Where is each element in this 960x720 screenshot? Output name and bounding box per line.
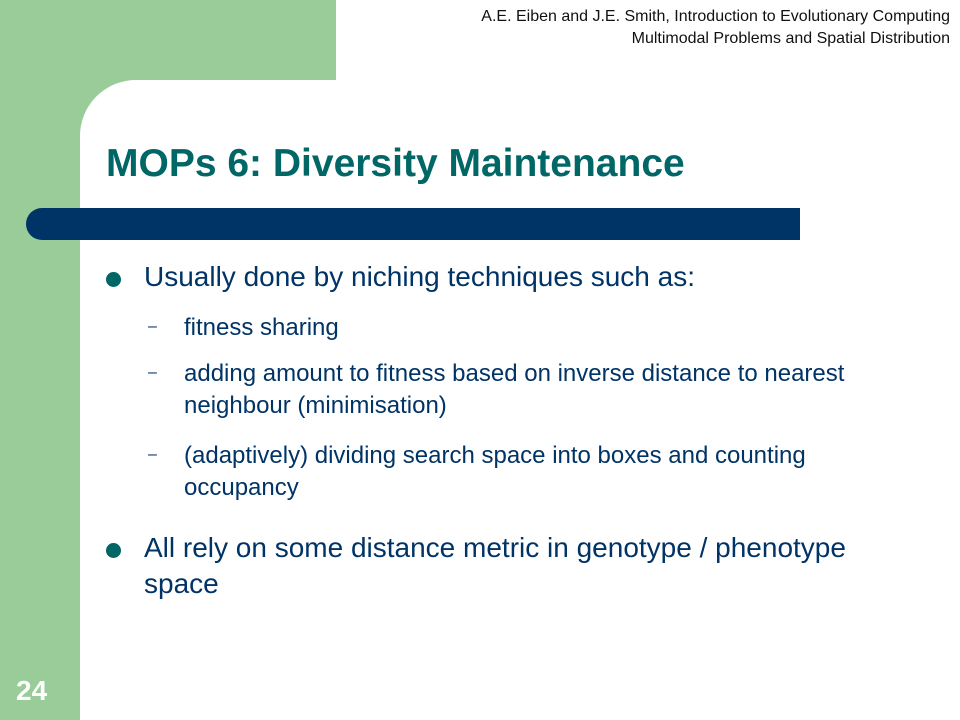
bullet-dot: [106, 543, 121, 558]
bullet-text: Usually done by niching techniques such as:: [144, 261, 696, 292]
dash-marker: –: [148, 318, 157, 335]
sub-item-text: fitness sharing: [184, 314, 339, 341]
slide-title: MOPs 6: Diversity Maintenance: [106, 142, 685, 185]
page-number: 24: [16, 675, 48, 706]
dash-marker: –: [148, 364, 157, 381]
bullet-text: All rely on some distance metric in genotype / phenotype space: [144, 532, 846, 599]
sub-item-text: (adaptively) dividing search space into boxes and counting occupancy: [184, 442, 806, 501]
dash-marker: –: [148, 446, 157, 463]
bullet-dot: [106, 272, 121, 287]
header-line-1: A.E. Eiben and J.E. Smith, Introduction to Evolutionary Computing: [481, 8, 950, 25]
header-line-2: Multimodal Problems and Spatial Distribution: [631, 30, 950, 47]
sub-item-text: adding amount to fitness based on inverse distance to nearest neighbour (minimisation): [184, 360, 845, 419]
